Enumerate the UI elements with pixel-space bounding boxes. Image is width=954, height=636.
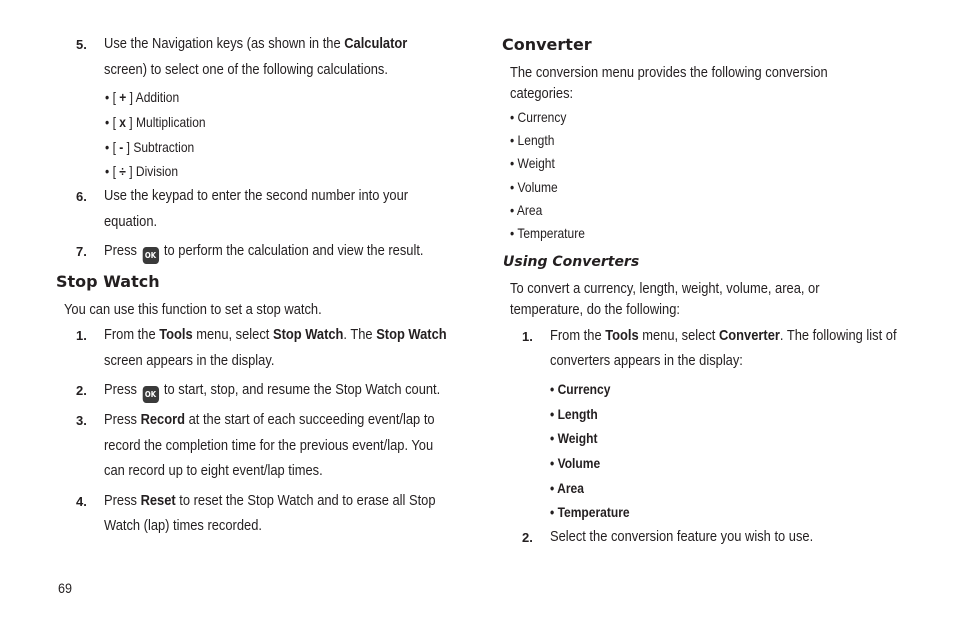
converter-step-1-line-2: converters appears in the display:	[550, 352, 743, 369]
converter-list-item: • Length	[550, 406, 598, 422]
step-number: 2.	[76, 383, 87, 398]
operation-multiplication: • [ x ] Multiplication	[105, 114, 206, 130]
converter-list-item: • Volume	[550, 455, 601, 471]
converter-list-item: • Area	[550, 480, 584, 496]
stop-watch-intro: You can use this function to set a stop watch.	[64, 301, 322, 318]
step-5-line-1: Use the Navigation keys (as shown in the Calculator	[104, 35, 408, 52]
stop-watch-step-4-line-2: Watch (lap) times recorded.	[104, 517, 262, 534]
step-6-line-1: Use the keypad to enter the second number into your	[104, 187, 409, 204]
converter-list-item: • Currency	[550, 381, 611, 397]
stop-watch-step-2: Press OK to start, stop, and resume the Stop Watch count.	[104, 381, 440, 403]
stop-watch-step-4-line-1: Press Reset to reset the Stop Watch and to erase all Stop	[104, 492, 436, 509]
stop-watch-step-1-line-1: From the Tools menu, select Stop Watch. The Stop Watch	[104, 326, 447, 343]
converter-list-item: • Weight	[550, 430, 598, 446]
category-item: • Temperature	[510, 225, 585, 241]
converter-step-1-line-1: From the Tools menu, select Converter. The following list of	[550, 327, 897, 344]
step-number: 5.	[76, 37, 87, 52]
stop-watch-step-3-line-1: Press Record at the start of each succeeding event/lap to	[104, 411, 435, 428]
stop-watch-step-3-line-3: can record up to eight event/lap times.	[104, 462, 323, 479]
operation-subtraction: • [ - ] Subtraction	[105, 139, 195, 155]
operation-addition: • [ + ] Addition	[105, 89, 180, 105]
step-7-text: Press OK to perform the calculation and view the result.	[104, 242, 424, 264]
page-number: 69	[58, 580, 73, 596]
step-number: 7.	[76, 244, 87, 259]
section-heading-converter: Converter	[502, 35, 592, 54]
step-number: 3.	[76, 413, 87, 428]
ok-key-icon: OK	[142, 386, 158, 403]
ok-key-icon: OK	[142, 247, 158, 264]
using-intro-line-1: To convert a currency, length, weight, volume, area, or	[510, 280, 820, 297]
category-item: • Area	[510, 202, 543, 218]
step-6-line-2: equation.	[104, 213, 158, 230]
step-number: 4.	[76, 494, 87, 509]
step-number: 2.	[522, 530, 533, 545]
step-5-line-2: screen) to select one of the following calculations.	[104, 61, 388, 78]
step-number: 1.	[522, 329, 533, 344]
converter-intro-line-1: The conversion menu provides the following conversion	[510, 64, 828, 81]
step-number: 6.	[76, 189, 87, 204]
subheading-using-converters: Using Converters	[503, 254, 640, 270]
using-intro-line-2: temperature, do the following:	[510, 301, 680, 318]
step-number: 1.	[76, 328, 87, 343]
category-item: • Length	[510, 132, 555, 148]
category-item: • Weight	[510, 155, 555, 171]
category-item: • Currency	[510, 109, 567, 125]
section-heading-stop-watch: Stop Watch	[56, 272, 160, 291]
converter-list-item: • Temperature	[550, 504, 630, 520]
stop-watch-step-3-line-2: record the completion time for the previous event/lap. You	[104, 437, 434, 454]
converter-intro-line-2: categories:	[510, 85, 574, 102]
converter-step-2: Select the conversion feature you wish to use.	[550, 528, 814, 545]
operation-division: • [ ÷ ] Division	[105, 163, 179, 179]
stop-watch-step-1-line-2: screen appears in the display.	[104, 352, 275, 369]
category-item: • Volume	[510, 179, 558, 195]
